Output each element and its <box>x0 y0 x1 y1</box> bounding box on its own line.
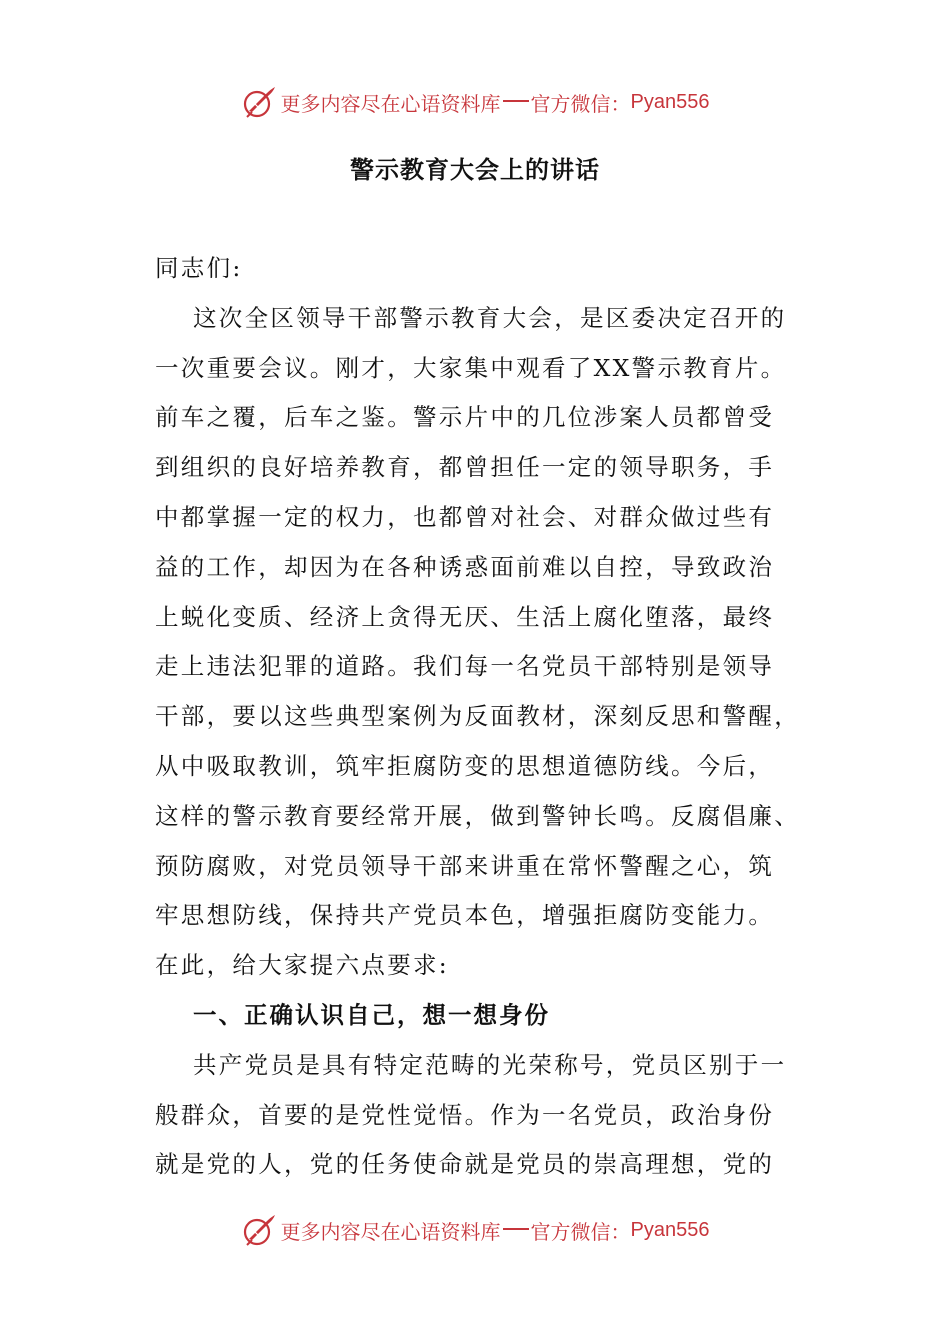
body-line: 这次全区领导干部警示教育大会，是区委决定召开的 <box>193 303 787 332</box>
footer-watermark-banner <box>0 1208 950 1252</box>
official-wechat-label: 官方微信： <box>530 91 631 116</box>
salutation-line: 同志们: <box>155 254 243 282</box>
header-watermark-banner <box>0 80 950 124</box>
document-body <box>155 244 815 1190</box>
body-line: 共产党员是具有特定范畴的光荣称号，党员区别于一 <box>193 1050 787 1079</box>
section-heading: 一、正确认识自己，想一想身份 <box>193 1000 550 1029</box>
official-wechat-label: 官方微信： <box>530 1219 631 1244</box>
body-line: 到组织的良好培养教育，都曾担任一定的领导职务，手 <box>155 453 775 482</box>
promo-text: 更多内容尽在心语资料库 <box>280 1219 501 1244</box>
body-line: 预防腐败，对党员领导干部来讲重在常怀警醒之心，筑 <box>155 851 775 880</box>
body-line: 从中吸取教训，筑牢拒腐防变的思想道德防线。今后， <box>155 751 775 780</box>
body-line: 走上违法犯罪的道路。我们每一名党员干部特别是领导 <box>155 652 775 681</box>
quill-pen-logo-icon <box>241 1212 277 1248</box>
body-line: 在此，给大家提六点要求: <box>155 951 450 980</box>
promo-dash-divider <box>503 100 529 102</box>
body-line: 就是党的人，党的任务使命就是党员的崇高理想，党的 <box>155 1150 775 1179</box>
promo-dash-divider <box>503 1228 529 1230</box>
body-line: 干部，要以这些典型案例为反面教材，深刻反思和警醒， <box>155 702 800 731</box>
wechat-id: Pyan556 <box>630 1218 710 1241</box>
document-title: 警示教育大会上的讲话 <box>350 156 600 184</box>
body-line: 牢思想防线，保持共产党员本色，增强拒腐防变能力。 <box>155 901 775 930</box>
wechat-id: Pyan556 <box>630 90 710 113</box>
quill-pen-logo-icon <box>241 84 277 120</box>
body-line: 般群众，首要的是党性觉悟。作为一名党员，政治身份 <box>155 1100 775 1129</box>
body-line: 中都掌握一定的权力，也都曾对社会、对群众做过些有 <box>155 502 775 531</box>
body-line: 上蜕化变质、经济上贪得无厌、生活上腐化堕落，最终 <box>155 602 775 631</box>
body-line: 这样的警示教育要经常开展，做到警钟长鸣。反腐倡廉、 <box>155 801 800 830</box>
promo-text: 更多内容尽在心语资料库 <box>280 91 501 116</box>
body-line: 一次重要会议。刚才，大家集中观看了XX警示教育片。 <box>155 353 787 382</box>
body-line: 益的工作，却因为在各种诱惑面前难以自控，导致政治 <box>155 552 775 581</box>
body-line: 前车之覆，后车之鉴。警示片中的几位涉案人员都曾受 <box>155 403 775 432</box>
